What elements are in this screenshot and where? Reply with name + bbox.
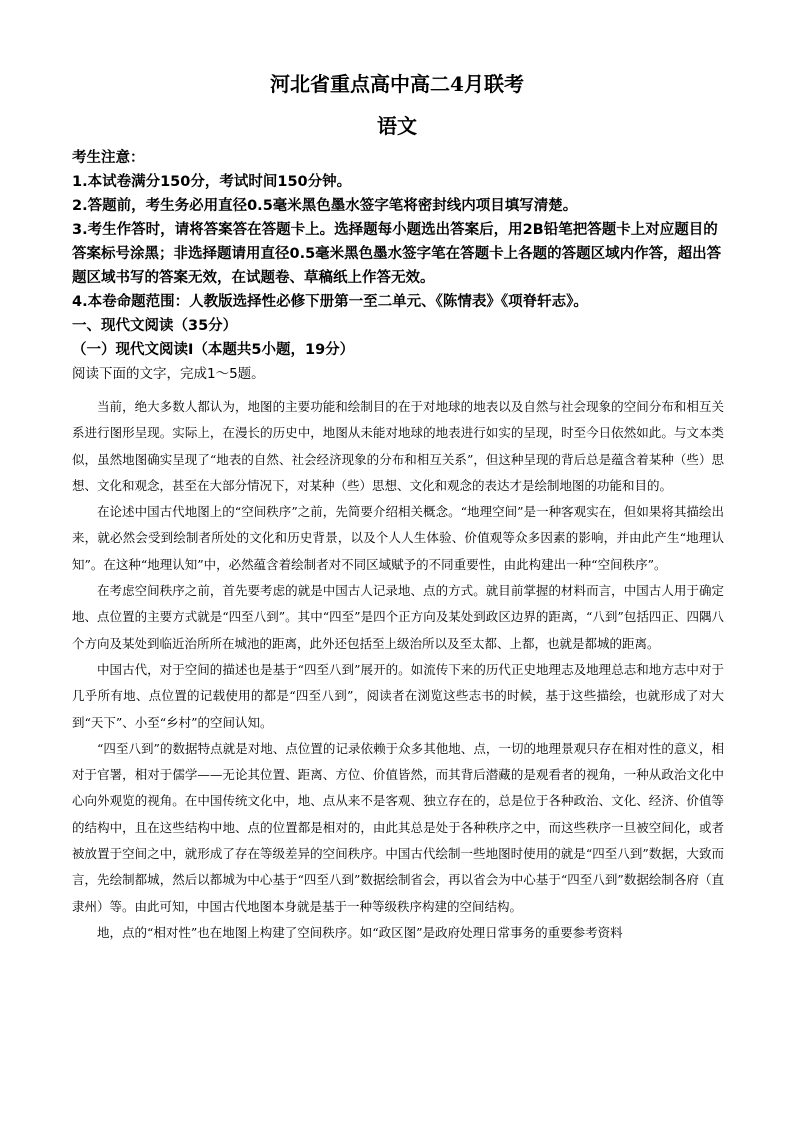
reading-passage [72,394,724,946]
passage-paragraph-4: 中国古代，对于空间的描述也是基于“四至八到”展开的。如流传下来的历代正史地理志及地理总志和地方志中对于几乎所有地、点位置的记载使用的都是“四至八到”，阅读者在浏览这些志书的时候，基于这些描绘，也就形成了对大到“天下”、小至“乡村”的空间认知。 [72,661,724,730]
passage-paragraph-2: 在论述中国古代地图上的“空间秩序”之前，先简要介绍相关概念。“地理空间”是一种客观实在，但如果将其描绘出来，就必然会受到绘制者所处的文化和历史背景，以及个人人生体验、价值观等众多因素的影响，并由此产生“地理认知”。在这种“地理认知”中，必然蕴含着绘制者对不同区域赋予的不同重要性，由此构建出一种“空间秩序”。 [72,504,724,572]
notice-item-3: 3.考生作答时，请将答案答在答题卡上。选择题每小题选出答案后，用2B铅笔把答题卡上对应题目的答案标号涂黑；非选择题请用直径0.5毫米黑色墨水签字笔在答题卡上各题的答题区域内作答，超出答题区域书写的答案无效，在试题卷、草稿纸上作答无效。 [72,222,722,286]
passage-paragraph-5: “四至八到”的数据特点就是对地、点位置的记录依赖于众多其他地、点，一切的地理景观只存在相对性的意义，相对于官署，相对于儒学——无论其位置、距离、方位、价值皆然，而其背后潜藏的是观看者的视角，一种从政治文化中心向外观览的视角。在中国传统文化中，地、点从来不是客观、独立存在的，总是位于各种政治、文化、经济、价值等的结构中，且在这些结构中地、点的位置都是相对的，由此其总是处于各种秩序之中，而这些秩序一旦被空间化，或者被放置于空间之中，就形成了存在等级差异的空间秩序。中国古代绘制一些地图时使用的就是“四至八到”数据，大致而言，先绘制都城，然后以都城为中心基于“四至八到”数据绘制省会，再以省会为中心基于“四至八到”数据绘制各府（直隶州）等。由此可知，中国古代地图本身就是基于一种等级秩序构建的空间结构。 [72,740,724,914]
passage-paragraph-3: 在考虑空间秩序之前，首先要考虑的就是中国古人记录地、点的方式。就目前掌握的材料而言，中国古人用于确定地、点位置的主要方式就是“四至八到”。其中“四至”是四个正方向及某处到政区边界的距离，“八到”包括四正、四隅八个方向及某处到临近治所所在城池的距离，此外还包括至上级治所以及至太都、上都，也就是都城的距离。 [72,583,724,651]
notice-block [72,146,722,386]
exam-title: 河北省重点高中高二4月联考 [270,72,524,96]
passage-paragraph-1: 当前，绝大多数人都认为，地图的主要功能和绘制目的在于对地球的地表以及自然与社会现象的空间分布和相互关系进行图形呈现。实际上，在漫长的历史中，地图从未能对地球的地表进行如实的呈现，时至今日依然如此。与文本类似，虽然地图确实呈现了“地表的自然、社会经济现象的分布和相互关系”，但这种呈现的背后总是蕴含着某种（些）思想、文化和观念，甚至在大部分情况下，对某种（些）思想、文化和观念的表达才是绘制地图的功能和目的。 [72,399,724,493]
subsection-heading: （一）现代文阅读Ⅰ（本题共5小题，19分） [72,342,355,358]
notice-item-1: 1.本试卷满分150分，考试时间150分钟。 [72,174,352,190]
subject-title: 语文 [377,114,417,138]
passage-paragraph-6: 地，点的“相对性”也在地图上构建了空间秩序。如“政区图”是政府处理日常事务的重要参考资料 [97,924,623,940]
reading-instruction: 阅读下面的文字，完成1～5题。 [72,366,265,382]
notice-heading: 考生注意： [72,150,145,166]
notice-item-2: 2.答题前，考生务必用直径0.5毫米黑色墨水签字笔将密封线内项目填写清楚。 [72,198,578,214]
section-heading: 一、现代文阅读（35分） [72,318,238,334]
notice-item-4: 4.本卷命题范围：人教版选择性必修下册第一至二单元、《陈情表》《项脊轩志》。 [72,294,588,310]
